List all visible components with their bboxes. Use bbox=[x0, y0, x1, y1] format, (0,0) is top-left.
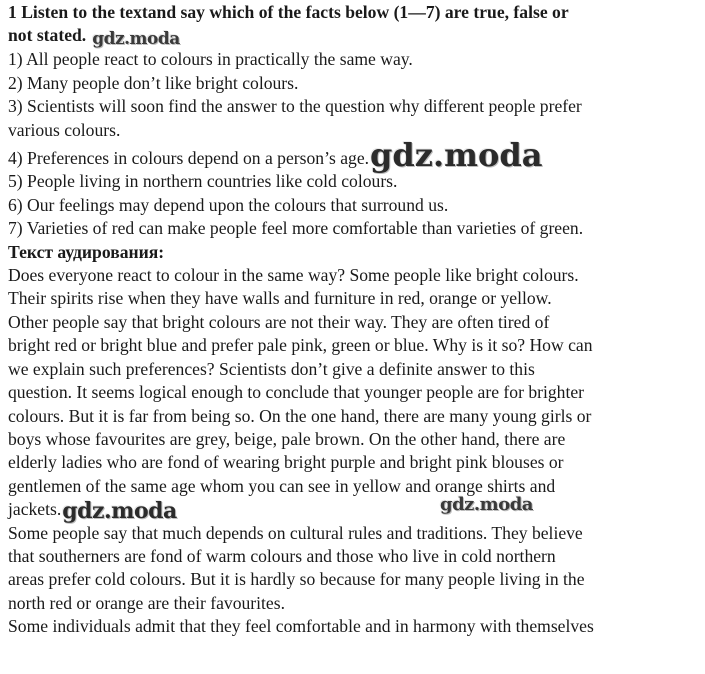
fact-1: 1) All people react to colours in practically the same way. bbox=[8, 49, 413, 70]
transcript-line: boys whose favourites are grey, beige, pale brown. On the other hand, there are bbox=[8, 428, 566, 449]
watermark-logo: gdz.moda bbox=[370, 136, 543, 175]
transcript-line: Their spirits rise when they have walls and furniture in red, orange or yellow. bbox=[8, 288, 552, 309]
transcript-line: we explain such preferences? Scientists don’t give a definite answer to this bbox=[8, 358, 535, 379]
fact-5: 5) People living in northern countries like cold colours. bbox=[8, 171, 398, 192]
transcript-line-with-watermarks bbox=[8, 494, 700, 525]
fact-7: 7) Varieties of red can make people feel more comfortable than varieties of green. bbox=[8, 218, 584, 239]
task-heading-end: not stated. bbox=[8, 25, 87, 46]
transcript-line: Some individuals admit that they feel comfortable and in harmony with themselves bbox=[8, 616, 594, 637]
transcript-line: that southerners are fond of warm colours and those who live in cold northern bbox=[8, 545, 556, 566]
transcript-line: jackets. bbox=[8, 499, 62, 520]
transcript-line: north red or orange are their favourites. bbox=[8, 592, 285, 613]
transcript-line: Does everyone react to colour in the same way? Some people like bright colours. bbox=[8, 265, 579, 286]
transcript-title: Текст аудирования: bbox=[8, 241, 165, 262]
fact-2: 2) Many people don’t like bright colours. bbox=[8, 72, 299, 93]
transcript-line: gentlemen of the same age whom you can see in yellow and orange shirts and bbox=[8, 475, 556, 496]
task-heading: 1 Listen to the textand say which of the facts below (1—7) are true, false or bbox=[8, 2, 569, 22]
fact-3-continuation: various colours. bbox=[8, 119, 121, 140]
transcript-line: areas prefer cold colours. But it is hardly so because for many people living in the bbox=[8, 569, 585, 590]
watermark-logo: gdz.moda bbox=[440, 494, 533, 516]
task-heading-continuation bbox=[8, 24, 700, 48]
watermark-logo: gdz.moda bbox=[62, 498, 177, 525]
transcript-line: elderly ladies who are fond of wearing bright purple and bright pink blouses or bbox=[8, 452, 564, 473]
fact-4-line bbox=[8, 136, 700, 175]
fact-6: 6) Our feelings may depend upon the colours that surround us. bbox=[8, 194, 449, 215]
fact-3: 3) Scientists will soon find the answer to the question why different people prefer bbox=[8, 96, 582, 117]
document-page bbox=[8, 1, 700, 639]
watermark-logo: gdz.moda bbox=[92, 29, 180, 50]
transcript-line: colours. But it is far from being so. On the one hand, there are many young girls or bbox=[8, 405, 592, 426]
transcript-line: bright red or bright blue and prefer pale pink, green or blue. Why is it so? How can bbox=[8, 335, 593, 356]
transcript-line: Some people say that much depends on cultural rules and traditions. They believe bbox=[8, 522, 583, 543]
transcript-line: Other people say that bright colours are not their way. They are often tired of bbox=[8, 311, 550, 332]
transcript-line: question. It seems logical enough to conclude that younger people are for brighter bbox=[8, 382, 585, 403]
fact-4: 4) Preferences in colours depend on a person’s age. bbox=[8, 148, 370, 169]
